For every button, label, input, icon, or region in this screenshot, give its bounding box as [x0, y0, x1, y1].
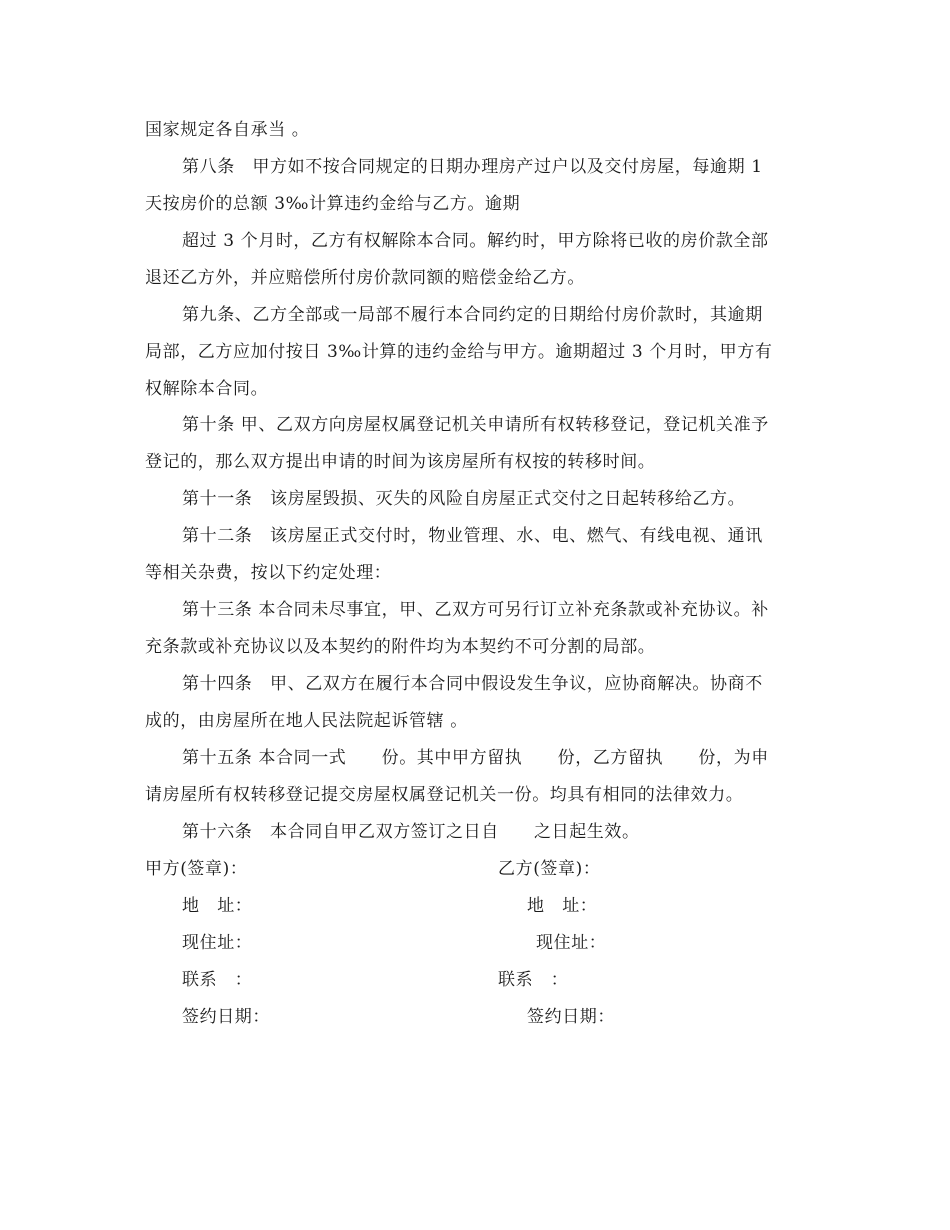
text-line: 请房屋所有权转移登记提交房屋权属登记机关一份。均具有相同的法律效力。 [145, 785, 744, 805]
party-b-current-address-label: 现住址： [536, 933, 607, 953]
party-b-address-label: 地 址： [527, 896, 598, 916]
clause-12-line: 第十二条 该房屋正式交付时，物业管理、水、电、燃气、有线电视、通讯 [182, 526, 763, 546]
text-line: 等相关杂费，按以下约定处理： [145, 563, 392, 583]
text-line: 退还乙方外，并应赔偿所付房价款同额的赔偿金给乙方。 [145, 268, 585, 288]
party-b-sign-date-label: 签约日期： [527, 1007, 615, 1027]
text-line: 登记的，那么双方提出申请的时间为该房屋所有权按的转移时间。 [145, 452, 656, 472]
clause-8-line: 第八条 甲方如不按合同规定的日期办理房产过户以及交付房屋，每逾期 1 [182, 157, 763, 177]
clause-9-line: 第九条、乙方全部或一局部不履行本合同约定的日期给付房价款时，其逾期 [182, 305, 763, 325]
text-line: 局部，乙方应加付按日 3‰计算的违约金给与甲方。逾期超过 3 个月时，甲方有 [145, 342, 773, 362]
text-line: 国家规定各自承当 。 [145, 120, 310, 140]
text-line: 成的，由房屋所在地人民法院起诉管辖 。 [145, 711, 468, 731]
clause-14-line: 第十四条 甲、乙双方在履行本合同中假设发生争议，应协商解决。协商不 [182, 674, 763, 694]
clause-10-line: 第十条 甲、乙双方向房屋权属登记机关申请所有权转移登记，登记机关准予 [182, 415, 769, 435]
clause-16-line: 第十六条 本合同自甲乙双方签订之日自 之日起生效。 [182, 822, 640, 842]
text-line: 权解除本合同。 [145, 379, 269, 399]
party-a-address-label: 地 址： [182, 896, 253, 916]
clause-15-line: 第十五条 本合同一式 份。其中甲方留执 份，乙方留执 份，为申 [182, 748, 769, 768]
party-a-current-address-label: 现住址： [182, 933, 253, 953]
party-b-signature-label: 乙方(签章)： [498, 859, 601, 879]
text-line: 充条款或补充协议以及本契约的附件均为本契约不可分割的局部。 [145, 637, 656, 657]
text-line: 天按房价的总额 3‰计算违约金给与乙方。逾期 [145, 194, 521, 214]
party-a-signature-label: 甲方(签章)： [145, 859, 248, 879]
clause-13-line: 第十三条 本合同未尽事宜，甲、乙双方可另行订立补充条款或补充协议。补 [182, 600, 769, 620]
text-line: 超过 3 个月时，乙方有权解除本合同。解约时，甲方除将已收的房价款全部 [182, 231, 769, 251]
party-a-sign-date-label: 签约日期： [182, 1007, 270, 1027]
party-b-contact-label: 联系 ： [498, 970, 569, 990]
party-a-contact-label: 联系 ： [182, 970, 253, 990]
clause-11-line: 第十一条 该房屋毁损、灭失的风险自房屋正式交付之日起转移给乙方。 [182, 489, 746, 509]
